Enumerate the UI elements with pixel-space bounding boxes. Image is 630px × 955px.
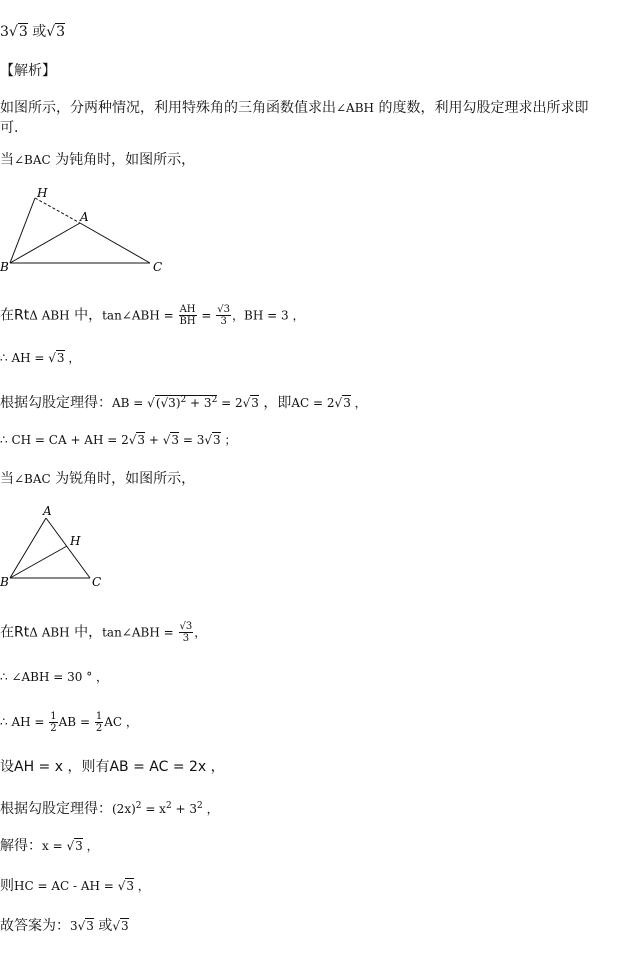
step-10 <box>0 837 99 855</box>
sqrt-symbol: $√(√3)^2 + 3^2$ <box>147 395 218 410</box>
step1-prefix: 在Rt <box>0 307 30 324</box>
sqrt-symbol: √3 <box>48 351 65 365</box>
step2-radicand: 3 <box>56 351 65 365</box>
exp-2b: 2 <box>211 395 218 405</box>
step3-ac: AC = 2 <box>291 396 335 410</box>
frac-den: 3 <box>220 316 227 327</box>
label-b: B <box>0 575 9 589</box>
step7-c: AC ， <box>104 715 138 729</box>
frac-num: 1 <box>50 711 57 722</box>
fraction-sqrt3-3 <box>179 621 194 644</box>
step1-tail: ，BH = 3 ， <box>232 308 305 323</box>
exp-2b: 2 <box>165 801 172 811</box>
frac-num: AH <box>179 304 196 315</box>
step7-b: AB = <box>58 715 94 729</box>
section-title: 【解析】 <box>0 63 56 79</box>
step4-r1: 3 <box>137 433 146 447</box>
paren-close: ) <box>175 396 181 410</box>
step2-tail: ， <box>64 351 81 365</box>
step11-prefix: 则 <box>0 878 14 894</box>
result-radicand: 3 <box>251 396 259 410</box>
case-suffix: 为钝角时，如图所示， <box>50 152 196 168</box>
inner-radicand: 3 <box>168 396 176 410</box>
label-h: H <box>70 534 81 548</box>
equals-2: = 2 <box>217 396 243 410</box>
step-3 <box>0 391 367 412</box>
label-c: C <box>92 575 102 589</box>
fraction-sqrt3-3 <box>216 304 231 327</box>
sqrt-symbol: √3 <box>117 879 134 893</box>
exp-2: 2 <box>180 395 187 405</box>
step9-a: (2x) <box>112 802 136 816</box>
exp-2: 2 <box>135 801 142 811</box>
step4-tail: ； <box>220 433 237 447</box>
segment-bh <box>10 546 67 578</box>
step11-a: HC = AC - AH = <box>14 879 118 893</box>
final-prefix: 故答案为： <box>0 918 70 934</box>
step4-text: ∴ CH = CA + AH = 2 <box>0 433 129 447</box>
final-coef: 3 <box>70 919 78 933</box>
sqrt-symbol: √3 <box>334 396 351 410</box>
sqrt-body: $(√3)^2 + 3^2$ <box>155 395 218 410</box>
answer-radicand: 3 <box>18 24 28 40</box>
intro-text-c: 的度数，利用勾股定理求出所求即 <box>374 100 589 116</box>
step7-a: ∴ AH = <box>0 715 49 729</box>
step1-mid: 中， <box>69 307 103 324</box>
sqrt-symbol: √3 <box>66 839 83 853</box>
final-or: 或 <box>93 918 113 934</box>
sqrt-symbol: √3 <box>242 396 259 410</box>
step5-prefix: 在Rt <box>0 624 30 641</box>
answer-line <box>0 23 65 41</box>
frac-radicand: 3 <box>185 621 193 632</box>
frac-den: 3 <box>182 633 190 644</box>
step5-tail: ， <box>194 625 207 640</box>
final-radicand-2: 3 <box>121 919 129 933</box>
segment-ab <box>10 518 46 578</box>
step3-expr <box>112 396 259 410</box>
segment-ha-dashed <box>35 198 80 223</box>
step5-triangle: Δ ABH <box>29 625 70 640</box>
step5-tan: tan∠ABH = <box>102 625 178 640</box>
step9-tail: ， <box>202 802 219 816</box>
step3-mid: ，即 <box>258 395 292 411</box>
segment-ba <box>10 223 80 263</box>
ac-radicand: 3 <box>343 396 351 410</box>
sqrt-symbol: √3 <box>8 24 28 40</box>
intro-angle: ∠ABH <box>336 101 375 115</box>
sqrt-symbol: √3 <box>112 919 129 933</box>
step4-r2: 3 <box>171 433 180 447</box>
step-11 <box>0 877 150 895</box>
step1-tan: tan∠ABH = <box>102 308 178 323</box>
frac-radicand: 3 <box>223 304 231 315</box>
label-c: C <box>153 260 163 274</box>
sqrt-symbol: √3 <box>77 919 94 933</box>
frac-den: 2 <box>50 723 57 734</box>
frac-num: √3 <box>217 304 231 315</box>
step5-mid: 中， <box>69 624 103 641</box>
exp-2c: 2 <box>197 801 203 811</box>
final-answer <box>0 917 129 935</box>
step-2 <box>0 349 80 367</box>
fraction-half-2 <box>95 711 103 734</box>
step10-a: x = <box>42 839 67 853</box>
expr-ab: AB = <box>112 396 148 410</box>
case-acute-heading <box>0 470 195 488</box>
step3-tail: ， <box>350 396 367 410</box>
figure-obtuse-triangle <box>0 183 180 278</box>
step-9 <box>0 797 219 818</box>
step9-expr <box>112 802 219 816</box>
step9-c: + 3 <box>171 802 198 816</box>
fraction-ah-bh <box>179 304 197 327</box>
step-5 <box>0 621 206 644</box>
case-angle: ∠BAC <box>14 472 51 486</box>
plus-3: + 3 <box>186 396 212 410</box>
step11-radicand: 3 <box>126 879 134 893</box>
label-a: A <box>43 504 52 518</box>
step4-eq: = 3 <box>179 433 205 447</box>
final-radicand: 3 <box>86 919 94 933</box>
step4-plus: + <box>145 433 163 447</box>
fraction-half <box>49 711 57 734</box>
sqrt-symbol: √3 <box>204 433 221 447</box>
step10-tail: ， <box>82 839 99 853</box>
step11-tail: ， <box>133 879 150 893</box>
label-h: H <box>37 186 48 200</box>
step-7 <box>0 711 138 734</box>
step9-prefix: 根据勾股定理得： <box>0 801 112 817</box>
step-8: 设AH = x ，则有AB = AC = 2x ， <box>0 759 225 775</box>
case-suffix: 为锐角时，如图所示， <box>50 471 196 487</box>
intro-line-1 <box>0 99 588 117</box>
case-prefix: 当 <box>0 471 14 487</box>
step4-r3: 3 <box>213 433 221 447</box>
sqrt-symbol: √3 <box>128 433 146 447</box>
step9-b: = x <box>141 802 166 816</box>
intro-line-2: 可. <box>0 120 19 136</box>
figure-acute-triangle <box>0 503 120 593</box>
segment-ac <box>46 518 90 578</box>
answer-coef: 3 <box>0 24 9 40</box>
segment-ac <box>80 223 150 263</box>
frac-den: BH <box>179 316 196 327</box>
label-b: B <box>0 260 9 274</box>
case-angle: ∠BAC <box>14 153 51 167</box>
sqrt-symbol: √3 <box>162 433 180 447</box>
step-6: ∴ ∠ABH = 30 ° ， <box>0 670 109 684</box>
answer-radicand-2: 3 <box>56 24 66 40</box>
step1-eq: = <box>197 308 216 323</box>
step10-prefix: 解得： <box>0 838 42 854</box>
step2-text: ∴ AH = <box>0 351 49 365</box>
case-obtuse-heading <box>0 151 195 169</box>
frac-num: √3 <box>179 621 193 632</box>
step1-triangle: Δ ABH <box>29 308 70 323</box>
step3-prefix: 根据勾股定理得： <box>0 395 112 411</box>
segment-bh <box>10 198 35 263</box>
step-1 <box>0 304 304 327</box>
step10-radicand: 3 <box>75 839 83 853</box>
step-4 <box>0 431 237 449</box>
label-a: A <box>80 210 89 224</box>
case-prefix: 当 <box>0 152 14 168</box>
sqrt-symbol: √3 <box>46 24 66 40</box>
paren-open: ( <box>155 396 161 410</box>
intro-text-a: 如图所示，分两种情况，利用特殊角的三角函数值求出 <box>0 100 336 116</box>
frac-den: 2 <box>95 723 103 734</box>
frac-num: 1 <box>95 711 103 722</box>
answer-or: 或 <box>32 24 47 40</box>
